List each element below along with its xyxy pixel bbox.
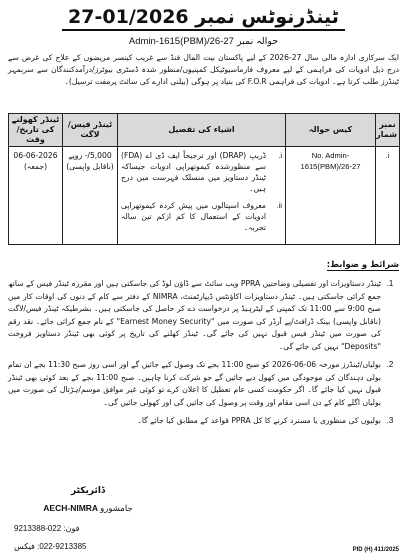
cell-items (118, 147, 286, 245)
tender-table (8, 113, 400, 245)
item-text: معروف اسپتالوں میں پیش کردہ کیموتھراپی ادویات کے استعمال کا کم ازکم تین سالہ تجربہ۔ (121, 201, 266, 232)
list-item (121, 150, 282, 194)
header-case: کیس حوالہ (286, 114, 376, 147)
header-date: ٹینڈر کھولنے کی تاریخ/وقت (9, 114, 63, 147)
term-number: 2. (386, 360, 394, 369)
table-row (9, 147, 400, 245)
page-title: ٹینڈرنوٹس نمبر 01/2026-27 (62, 6, 345, 31)
pid-code: PID (H) 411/2025 (352, 547, 399, 553)
signatory-title: ڈائریکٹر (71, 486, 105, 496)
item-number: ii. (276, 201, 282, 210)
list-item (8, 278, 399, 353)
cell-date: 06-06-2026 (جمعہ) (9, 147, 63, 245)
reference-line (0, 36, 407, 47)
terms-list (8, 278, 399, 434)
title-wrap (0, 6, 407, 31)
term-number: 3. (386, 416, 394, 425)
list-item (121, 200, 282, 233)
table-header-row (9, 114, 400, 147)
intro-paragraph: ایک سرکاری ادارہ مالی سال 27-2026 کے لیے پاکستان بیت المال فنڈ سے غریب کینسر مریضوں کے علاج کی غرض سے درج ذیل ادویات کی فراہمی کے لیے معروف فارماسیوٹیکل کمپنیوں/منظور شدہ ڈسٹری بیوٹرز/درآمدکنندگان سے سربمہر ٹینڈرز طلب کرتا ہے۔ ادویات کی فراہمی F.O.R کی بنیاد پر ہوگی (بیلنی ادارے کی سائٹ پرمفت ترسیل)۔ (8, 53, 400, 86)
fax-number: 022-9213385: فیکس (14, 542, 87, 551)
signature-block (38, 486, 138, 514)
term-text: بولیاں/ٹینڈرز مورخہ 06-06-2026 کو صبح 11:00 بجے تک وصول کیے جائیں گے اور اسی روز صبح 11:30 بجے ان تمام بولی دہندگان کی موجودگی میں کھول دیے جائیں گے جو شرکت کرنا چاہیں۔ صبح 11:00 بجے کے بعد کوئی بھی ٹینڈر قبول نہیں کیا جائے گا۔ اگر حکومت کسی عام تعطیل کا اعلان کرے تو کوئی غیر موافق موسم/ہڑتال کی صورت میں بولیاں اگلے کام کے دن اسی مقام اور وقت پر وصول کی جائیں گی اور کھولی جائیں گی۔ (8, 360, 381, 407)
header-items: اشیاء کی تفصیل (118, 114, 286, 147)
item-text: ڈریپ (DRAP) اور ترجیحاً ایف ڈی اے (FDA) سے منظورشدہ کیموتھراپی ادویات جیساکہ ٹینڈر دستاویز میں منسلک فہرست میں درج ہیں۔ (121, 151, 266, 193)
reference-value: Admin-1615(PBM)/26-27 (128, 36, 234, 47)
term-text: ٹینڈر دستاویزات اور تفصیلی وضاحتیں PPRA ویب سائٹ سے ڈاؤن لوڈ کی جاسکتی ہیں اور مقررہ ٹینڈر فیس کے ساتھ جمع کرائی جاسکتی ہیں۔ ٹینڈر دستاویزات اکاؤنٹس ڈیپارٹمنٹ، NIMRA کے دفتر سے کام کے دنوں کی اوقات کار میں صبح 9:00 سے 11:00 تک کمپنی کے لیٹرہیڈ پر درخواست دے کر حاصل کی جاسکتی ہیں۔ بشرطیکہ ٹینڈر فیس/لاگت (ناقابل واپسی) بینک ڈرافٹ/پے آرڈر کی صورت میں "Earnest Money Security" کے نام جمع کرائی جائے۔ نقد رقم کی صورت میں ٹینڈر فیس قبول نہیں کی جائے گی۔ ٹینڈر کھلنے کی تاریخ پر کوئی بھی ٹینڈر دستاویز فروخت "Deposits" نہیں کی جائے گی۔ (8, 279, 382, 351)
signatory-organization (38, 503, 138, 514)
phone-number: فون: 022-9213388 (14, 524, 80, 533)
item-number: i. (278, 151, 282, 160)
organization-city: جامشورو (100, 504, 133, 514)
cell-sn: i. (376, 147, 400, 245)
header-sn: نمبر شمار (376, 114, 400, 147)
list-item (8, 415, 399, 428)
term-number: 1. (386, 279, 394, 288)
reference-label: حوالہ نمبر (236, 36, 279, 47)
terms-heading: شرائط و ضوابط: (326, 260, 399, 270)
cell-case: No. Admin-1615(PBM)/26-27 (286, 147, 376, 245)
header-fee: ٹینڈر فیس/لاگت (63, 114, 118, 147)
cell-fee: 5,000/- روپے (ناقابل واپسی) (63, 147, 118, 245)
list-item (8, 359, 399, 409)
term-text: بولیوں کی منظوری یا مسترد کرنے کا کل PPRA قواعد کے مطابق کیا جائے گا۔ (137, 416, 381, 425)
organization-name: AECH-NIMRA (43, 503, 98, 513)
